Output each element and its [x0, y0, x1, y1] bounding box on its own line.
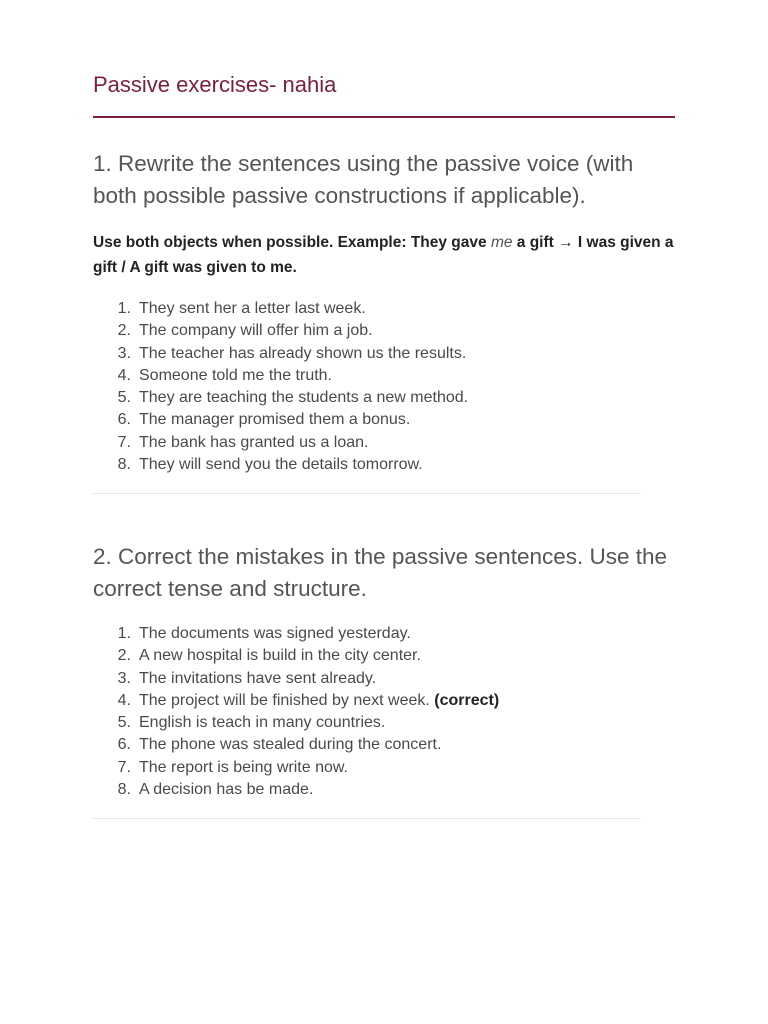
title-divider	[93, 116, 675, 118]
list-item-text: The teacher has already shown us the results.	[139, 344, 467, 362]
list-item	[93, 409, 675, 431]
list-item	[93, 690, 675, 712]
list-item-text: A new hospital is build in the city center.	[139, 647, 421, 665]
list-item-number: 5.	[117, 389, 131, 407]
section-2-divider	[93, 818, 641, 819]
section-2	[93, 541, 675, 819]
list-item-number: 7.	[117, 433, 131, 451]
list-item-text: The manager promised them a bonus.	[139, 411, 411, 429]
list-item-number: 8.	[117, 781, 131, 799]
instruction-emphasis: me	[490, 234, 513, 251]
list-item-number: 8.	[117, 456, 131, 474]
correct-note: (correct)	[434, 691, 500, 709]
list-item-text: They are teaching the students a new method.	[139, 389, 469, 407]
document-title: Passive exercises- nahia	[93, 72, 337, 97]
list-item-number: 2.	[117, 322, 131, 340]
list-item-number: 6.	[117, 411, 131, 429]
section-1-divider	[93, 493, 641, 494]
list-item	[93, 343, 675, 365]
list-item-text: They sent her a letter last week.	[139, 300, 366, 317]
list-item	[93, 757, 675, 779]
list-item	[93, 298, 675, 320]
list-item-number: 6.	[117, 736, 131, 754]
list-item	[93, 779, 675, 801]
list-item-text: Someone told me the truth.	[139, 366, 332, 384]
section-2-list	[93, 623, 675, 801]
section-1-heading: 1. Rewrite the sentences using the passive voice (with both possible passive constructions if applicable).	[93, 151, 634, 208]
list-item-text: English is teach in many countries.	[139, 714, 386, 732]
list-item	[93, 365, 675, 387]
list-item-number: 1.	[117, 300, 131, 317]
list-item-number: 4.	[117, 366, 131, 384]
list-item-text: A decision has be made.	[139, 781, 314, 799]
list-item	[93, 734, 675, 756]
list-item	[93, 712, 675, 734]
list-item-text: They will send you the details tomorrow.	[139, 456, 423, 474]
section-1-list	[93, 298, 675, 476]
instruction-text-end: a gift → I was given a gift / A gift was given to me.	[93, 234, 674, 276]
list-item-text: The invitations have sent already.	[139, 669, 377, 687]
list-item-number: 5.	[117, 714, 131, 732]
list-item-number: 2.	[117, 647, 131, 665]
section-1-instruction	[93, 230, 675, 280]
list-item	[93, 645, 675, 667]
list-item-text: The report is being write now.	[139, 758, 348, 776]
list-item-text: The bank has granted us a loan.	[139, 433, 369, 451]
list-item	[93, 623, 675, 645]
list-item-text: The documents was signed yesterday.	[139, 625, 411, 642]
list-item-number: 4.	[117, 691, 131, 709]
list-item-number: 3.	[117, 669, 131, 687]
list-item	[93, 668, 675, 690]
section-1	[93, 148, 675, 494]
list-item	[93, 432, 675, 454]
section-2-heading: 2. Correct the mistakes in the passive sentences. Use the correct tense and structure.	[93, 544, 668, 601]
list-item-text: The project will be finished by next week.	[139, 691, 435, 709]
list-item-text: The phone was stealed during the concert.	[139, 736, 442, 754]
list-item-text: The company will offer him a job.	[139, 322, 373, 340]
list-item	[93, 387, 675, 409]
list-item-number: 3.	[117, 344, 131, 362]
list-item	[93, 320, 675, 342]
list-item	[93, 454, 675, 476]
instruction-text-start: Use both objects when possible. Example: They gave	[93, 234, 491, 251]
list-item-number: 7.	[117, 758, 131, 776]
list-item-number: 1.	[117, 625, 131, 642]
